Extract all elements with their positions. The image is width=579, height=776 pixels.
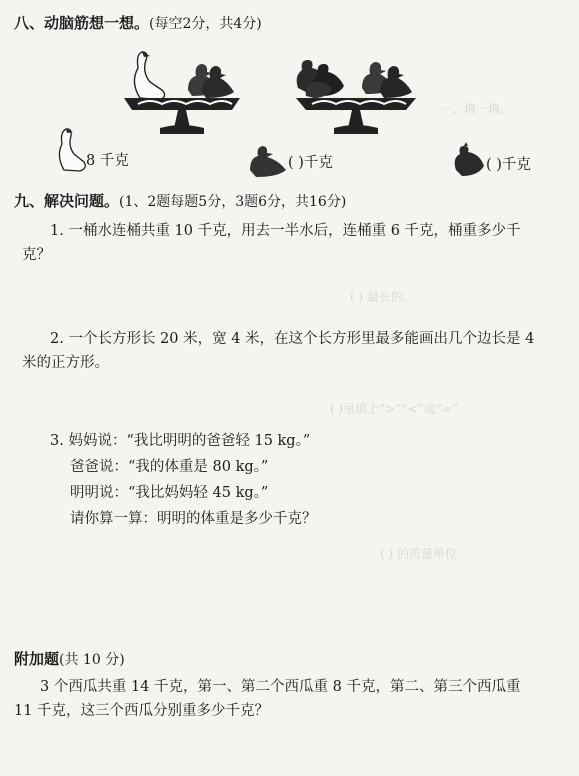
question-2-line-2: 米的正方形。 [22, 355, 109, 371]
section-9-heading [14, 190, 346, 211]
section-8-heading [14, 12, 262, 33]
duck-weight-answer-blank[interactable]: ( )千克 [288, 155, 333, 171]
duck-icon [248, 144, 288, 178]
goose-icon [54, 126, 88, 172]
goose-icon [134, 52, 164, 100]
question-1-line-2: 克？ [22, 247, 51, 263]
bleed-through-text: ( ) 的质量单位 [380, 547, 457, 561]
balance-scale-goose-ducks [122, 46, 242, 138]
bonus-heading [14, 648, 125, 669]
question-3-line-2: 爸爸说：“我的体重是 80 kg。” [70, 459, 269, 475]
bleed-through-text: ( )里填上“>”“<”或“=” [330, 402, 459, 416]
goose-weight-label: 8 千克 [86, 153, 129, 169]
chicken-weight-answer-blank[interactable]: ( )千克 [486, 157, 531, 173]
bonus-question-line-2: 11 千克，这三个西瓜分别重多少千克？ [14, 703, 270, 719]
section-9-title: 九、解决问题。 [14, 192, 120, 210]
question-3-line-1: 3. 妈妈说：“我比明明的爸爸轻 15 kg。” [50, 433, 311, 449]
section-8-title: 八、动脑筋想一想。 [14, 14, 150, 32]
balance-scale-chickens-ducks [292, 46, 420, 138]
question-3-line-4: 请你算一算：明明的体重是多少千克？ [70, 511, 317, 527]
section-8-score-note: (每空2分，共4分) [149, 16, 262, 32]
bonus-question-line-1: 3 个西瓜共重 14 千克，第一、第二个西瓜重 8 千克，第二、第三个西瓜重 [40, 679, 521, 695]
chicken-icon [452, 144, 486, 178]
section-9-score-note: (1、2题每题5分，3题6分，共16分) [119, 194, 347, 210]
question-3-line-3: 明明说：“我比妈妈轻 45 kg。” [70, 485, 269, 501]
bleed-through-text: 一、填一填。 [440, 102, 513, 116]
question-2-line-1: 2. 一个长方形长 20 米，宽 4 米，在这个长方形里最多能画出几个边长是 4 [50, 331, 535, 347]
bonus-title: 附加题 [14, 650, 60, 668]
bleed-through-text: ( ) 最长的。 [350, 290, 415, 304]
bonus-score-note: (共 10 分) [59, 652, 125, 668]
question-1-line-1: 1. 一桶水连桶共重 10 千克，用去一半水后，连桶重 6 千克，桶重多少千 [50, 223, 521, 239]
